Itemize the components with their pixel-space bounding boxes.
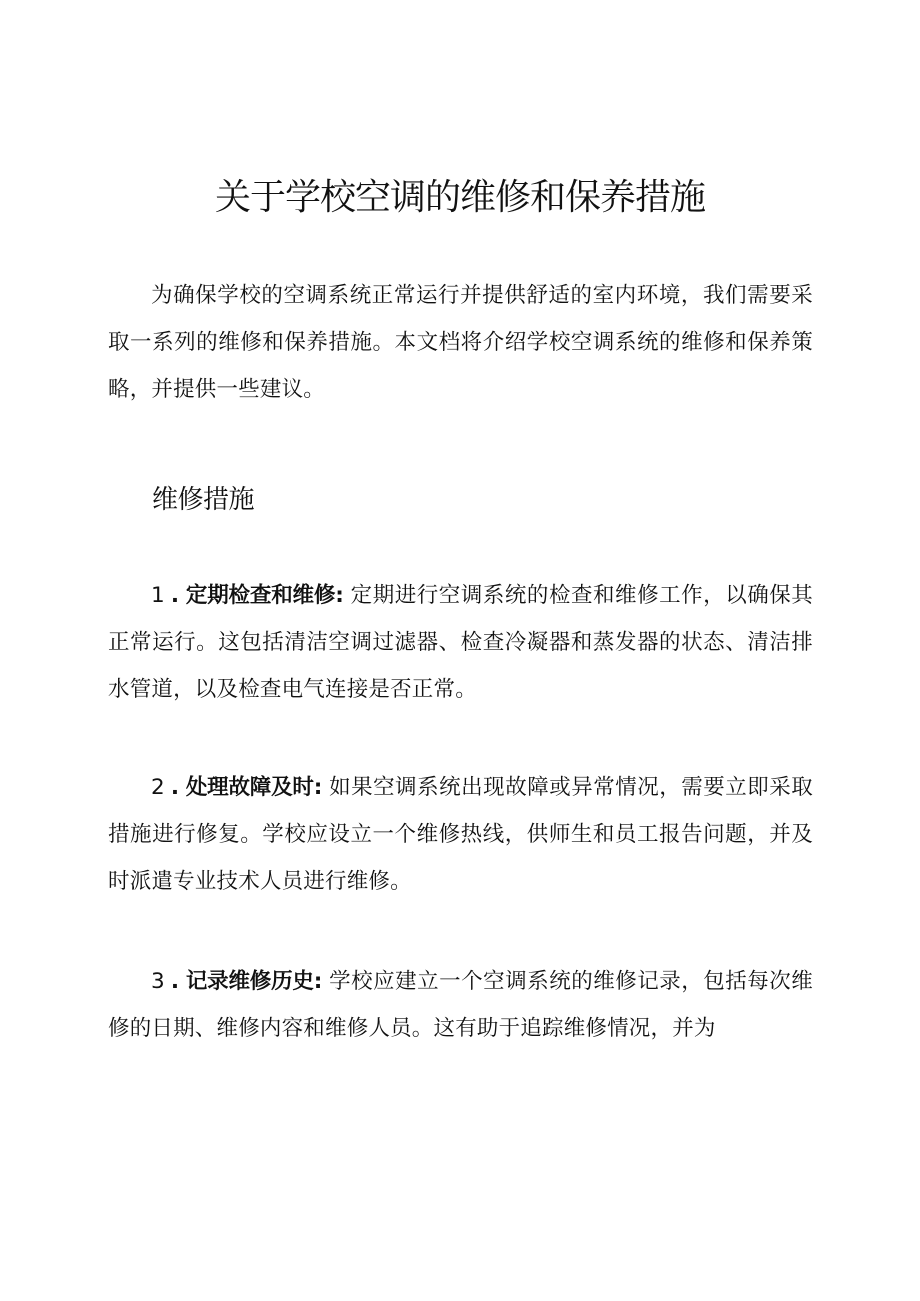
item-title: . 处理故障及时:: [170, 775, 322, 800]
section-heading-maintenance: 维修措施: [152, 485, 255, 515]
intro-paragraph: 为确保学校的空调系统正常运行并提供舒适的室内环境，我们需要采取一系列的维修和保养措施。本文档将介绍学校空调系统的维修和保养策略，并提供一些建议。: [108, 283, 813, 402]
item-number: 2: [151, 775, 165, 800]
item-text: 定期进行空调系统的检查和维修工作，以确保其正常运行。这包括清洁空调过滤器、检查冷凝器和蒸发器的状态、清洁排水管道，以及检查电气连接是否正常。: [108, 583, 813, 702]
list-item-3: [108, 958, 813, 1052]
list-item-1: [108, 572, 813, 713]
list-item-2: [108, 764, 813, 905]
item-title: . 记录维修历史:: [170, 969, 322, 994]
document-title: 关于学校空调的维修和保养措施: [214, 177, 705, 218]
item-text: 学校应建立一个空调系统的维修记录，包括每次维修的日期、维修内容和维修人员。这有助于追踪维修情况，并为: [108, 969, 813, 1041]
item-text: 如果空调系统出现故障或异常情况，需要立即采取措施进行修复。学校应设立一个维修热线，供师生和员工报告问题，并及时派遣专业技术人员进行维修。: [108, 775, 813, 894]
item-title: . 定期检查和维修:: [170, 583, 344, 608]
item-number: 3: [151, 969, 165, 994]
item-number: 1: [151, 583, 165, 608]
